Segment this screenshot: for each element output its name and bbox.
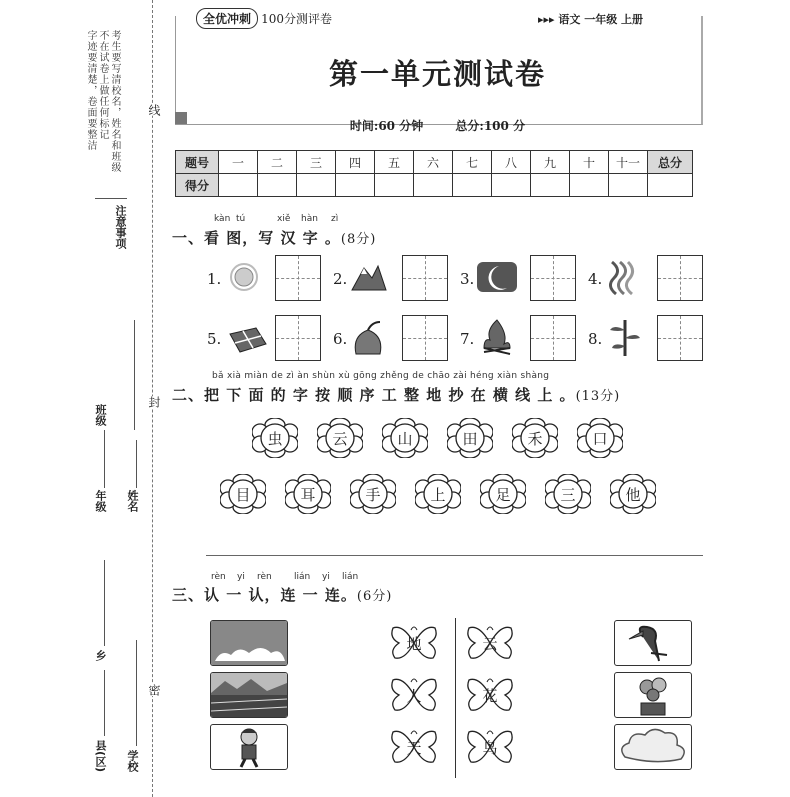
flower-char-label: 田: [462, 429, 478, 448]
flower-char-label: 目: [235, 485, 251, 504]
flower-char: [610, 474, 656, 514]
flower-char-label: 他: [625, 485, 641, 504]
name-line: [136, 440, 137, 488]
time-limit: 时间:60 分钟: [349, 119, 424, 133]
score-cell[interactable]: [375, 174, 414, 197]
answer-box-3[interactable]: [530, 255, 576, 301]
brand-badge: 全优冲刺: [196, 8, 258, 29]
school-label: 学校: [126, 750, 139, 772]
page-title: 第一单元测试卷: [328, 57, 546, 91]
county-line: [104, 670, 105, 736]
row-label-score: 得分: [176, 174, 219, 197]
score-cell[interactable]: [531, 174, 570, 197]
score-cell[interactable]: [336, 174, 375, 197]
flower-char: [577, 418, 623, 458]
col-4: 四: [336, 151, 375, 174]
flower-char: [252, 418, 298, 458]
flower-char: [480, 474, 526, 514]
col-3: 三: [297, 151, 336, 174]
cloud-picture[interactable]: [614, 724, 692, 770]
flower-picture[interactable]: [614, 672, 692, 718]
bamboo-icon: [608, 318, 642, 358]
grade-label: 年级: [94, 490, 107, 512]
notes-label: 注意事项: [114, 205, 127, 249]
score-table: [175, 150, 693, 197]
brand-sub: 100分测评卷: [261, 11, 332, 26]
bird-picture[interactable]: [614, 620, 692, 666]
answer-box-2[interactable]: [402, 255, 448, 301]
person-picture[interactable]: [210, 724, 288, 770]
col-total: 总分: [648, 151, 693, 174]
stone-icon: [350, 320, 386, 356]
flower-char: [447, 418, 493, 458]
column-divider: [455, 618, 456, 778]
flower-char-label: 口: [592, 429, 608, 448]
flower-char: [512, 418, 558, 458]
grade-line: [104, 430, 105, 488]
s1-pinyin-3: xiě: [277, 214, 291, 224]
s1-pinyin-2: tú: [236, 214, 246, 224]
q4-number: 4.: [588, 270, 603, 288]
township-label: 乡: [94, 650, 107, 661]
score-cell[interactable]: [609, 174, 648, 197]
col-5: 五: [375, 151, 414, 174]
flower-char-label: 三: [560, 485, 576, 504]
flower-char: [545, 474, 591, 514]
score-cell[interactable]: [453, 174, 492, 197]
col-2: 二: [258, 151, 297, 174]
note-2: 不在试卷上做任何标记: [97, 30, 108, 140]
q2-number: 2.: [333, 270, 348, 288]
s3-pinyin-1: rèn: [211, 572, 226, 582]
brand: [196, 8, 332, 28]
flower-char-label: 足: [495, 485, 511, 504]
flower-char-label: 耳: [300, 485, 316, 504]
notes-text: [84, 30, 120, 200]
note-3: 字迹要清楚，卷面要整洁: [85, 30, 96, 151]
score-cell[interactable]: [648, 174, 693, 197]
class-line: [134, 320, 135, 430]
total-score: 总分:100 分: [455, 119, 526, 133]
sky-picture[interactable]: [210, 620, 288, 666]
word-label: 云: [482, 634, 498, 653]
col-11: 十一: [609, 151, 648, 174]
section1-title: 一、看 图，写 汉 字 。(8分): [172, 229, 377, 247]
s1-pinyin-1: kàn: [214, 214, 231, 224]
q7-number: 7.: [460, 330, 475, 348]
score-cell[interactable]: [570, 174, 609, 197]
flower-char-label: 手: [365, 485, 381, 504]
land-picture[interactable]: [210, 672, 288, 718]
answer-box-5[interactable]: [275, 315, 321, 361]
fire-icon: [480, 318, 514, 356]
time-row: [175, 117, 700, 134]
moon-icon: [477, 260, 517, 294]
q1-number: 1.: [207, 270, 222, 288]
s3-pinyin-2: yi: [237, 572, 245, 582]
flower-char: [350, 474, 396, 514]
school-line: [136, 640, 137, 746]
score-cell[interactable]: [414, 174, 453, 197]
flower-char: [382, 418, 428, 458]
word-butterfly[interactable]: [389, 624, 439, 662]
answer-box-8[interactable]: [657, 315, 703, 361]
section3-title: 三、认 一 认，连 一 连。(6分): [172, 586, 393, 604]
note-1: 考生要写清校名，姓名和班级: [109, 30, 120, 173]
flower-char-label: 上: [430, 485, 446, 504]
col-7: 七: [453, 151, 492, 174]
word-label: 天: [406, 738, 422, 757]
answer-box-6[interactable]: [402, 315, 448, 361]
row-label-question: 题号: [176, 151, 219, 174]
s1-pinyin-4: hàn: [301, 214, 318, 224]
s2-pinyin: bǎ xià miàn de zì àn shùn xù gōng zhěng de chāo zài héng xiàn shàng: [212, 371, 550, 381]
flower-char-label: 虫: [267, 429, 283, 448]
name-label: 姓名: [126, 490, 139, 512]
sun-icon: [226, 262, 262, 292]
word-butterfly[interactable]: [465, 624, 515, 662]
subject-label: ▸▸▸ 语文 一年级 上册: [538, 13, 644, 26]
flower-char-label: 禾: [527, 429, 543, 448]
word-butterfly[interactable]: [465, 728, 515, 766]
word-butterfly[interactable]: [389, 728, 439, 766]
flower-char-label: 云: [332, 429, 348, 448]
q5-number: 5.: [207, 330, 222, 348]
score-cell[interactable]: [297, 174, 336, 197]
s3-pinyin-4: lián: [294, 572, 311, 582]
s1-pinyin-5: zì: [331, 214, 339, 224]
word-label: 地: [406, 634, 422, 653]
word-label: 人: [406, 686, 422, 705]
section2-title: 二、把 下 面 的 字 按 顺 序 工 整 地 抄 在 横 线 上 。(13分): [172, 386, 621, 404]
col-10: 十: [570, 151, 609, 174]
water-icon: [606, 260, 636, 296]
word-butterfly[interactable]: [389, 676, 439, 714]
answer-box-7[interactable]: [530, 315, 576, 361]
flower-char: [220, 474, 266, 514]
q6-number: 6.: [333, 330, 348, 348]
class-label: 班级: [94, 404, 107, 426]
q8-number: 8.: [588, 330, 603, 348]
answer-box-4[interactable]: [657, 255, 703, 301]
seal-mi: 密: [147, 684, 161, 696]
s3-pinyin-3: rèn: [257, 572, 272, 582]
copy-answer-line[interactable]: [206, 555, 703, 556]
township-line: [104, 560, 105, 646]
col-8: 八: [492, 151, 531, 174]
flower-char: [285, 474, 331, 514]
word-butterfly[interactable]: [465, 676, 515, 714]
notes-divider: [95, 198, 127, 199]
col-9: 九: [531, 151, 570, 174]
answer-box-1[interactable]: [275, 255, 321, 301]
q3-number: 3.: [460, 270, 475, 288]
col-1: 一: [219, 151, 258, 174]
s3-pinyin-5: yi: [322, 572, 330, 582]
s3-pinyin-6: lián: [342, 572, 359, 582]
score-cell[interactable]: [258, 174, 297, 197]
field-icon: [226, 324, 268, 356]
score-cell[interactable]: [492, 174, 531, 197]
flower-char-label: 山: [397, 429, 413, 448]
flower-char: [415, 474, 461, 514]
county-label: 县(区): [94, 740, 107, 773]
mountain-icon: [350, 260, 388, 294]
col-6: 六: [414, 151, 453, 174]
word-label: 鸟: [482, 738, 498, 757]
seal-feng: 封: [147, 396, 161, 408]
word-label: 花: [482, 686, 498, 705]
score-cell[interactable]: [219, 174, 258, 197]
flower-char: [317, 418, 363, 458]
seal-xian: 线: [147, 104, 161, 116]
